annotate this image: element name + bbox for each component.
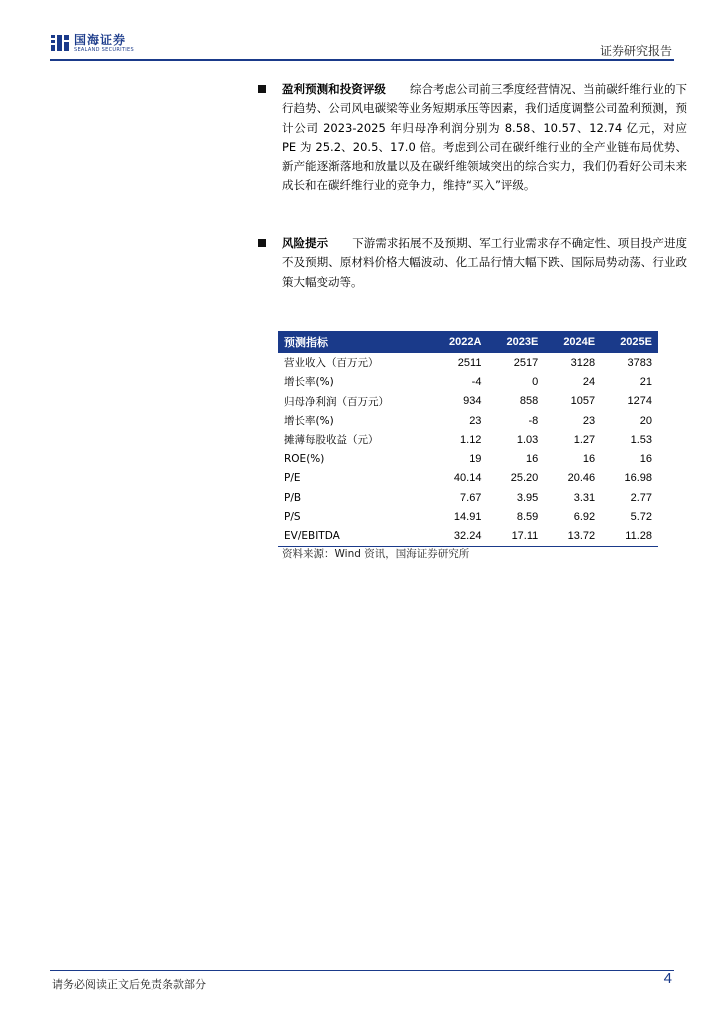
table-row — [278, 527, 658, 547]
table-cell: 3.95 — [516, 491, 539, 504]
table-cell: 1.12 — [460, 433, 482, 446]
table-cell: 17.11 — [487, 527, 544, 547]
table-row — [278, 372, 658, 391]
table-cell: 3783 — [627, 356, 652, 369]
table-cell: 16 — [639, 453, 652, 466]
table-cell: 2511 — [457, 356, 482, 369]
table-row — [278, 353, 658, 372]
table-header-cell: 2023E — [487, 331, 544, 353]
table-cell: 16.98 — [624, 472, 652, 485]
page-number: 4 — [663, 970, 672, 987]
table-cell: 16 — [582, 453, 596, 466]
footer-divider — [50, 970, 674, 971]
table-cell: 13.72 — [544, 527, 601, 547]
table-row — [278, 488, 658, 507]
logo-en-text: SEALAND SECURITIES — [74, 46, 134, 53]
table-cell: 1.03 — [516, 433, 539, 446]
table-cell: 增长率(%) — [284, 415, 334, 428]
logo-cn-text: 国海证券 — [74, 32, 127, 47]
table-cell: 1.53 — [630, 433, 652, 446]
table-cell: 营业收入（百万元） — [284, 357, 379, 370]
table-cell: P/B — [284, 491, 302, 504]
risk-paragraph — [282, 234, 687, 292]
table-cell: 2517 — [513, 356, 539, 369]
investment-rating-paragraph — [282, 80, 687, 196]
table-cell: -4 — [471, 375, 482, 388]
report-type-label: 证券研究报告 — [599, 44, 672, 58]
table-cell: 934 — [463, 395, 482, 408]
bullet-square-icon — [258, 85, 266, 93]
table-cell: 24 — [582, 375, 596, 388]
table-cell: 40.14 — [453, 472, 482, 485]
table-cell: 11.28 — [601, 527, 658, 547]
table-cell: 16 — [526, 453, 539, 466]
bullet-square-icon — [258, 239, 266, 247]
table-cell: 0 — [532, 375, 539, 388]
table-row — [278, 469, 658, 488]
table-header-row — [278, 331, 658, 353]
table-source-note: 资料来源：Wind 资讯，国海证券研究所 — [282, 548, 470, 560]
table-cell: 20.46 — [567, 472, 596, 485]
table-cell: 20 — [639, 414, 652, 427]
table-cell: 858 — [519, 395, 539, 408]
investment-rating-body: 综合考虑公司前三季度经营情况、当前碳纤维行业的下行趋势、公司风电碳梁等业务短期承压等因素，我们适度调整公司盈利预测，预计公司 2023-2025 年归母净利润分别为 8.58、10.57、12.74 亿元，对应 PE 为 25.2、20.5、17.0 倍。考虑到公司在碳纤维行业的全产业链布局优势、新产能逐渐落地和放量以及在碳纤维领域突出的综合实力，我们仍看好公司未来成长和在碳纤维行业的竞争力，维持“买入”评级。 — [282, 82, 688, 193]
table-cell: 23 — [582, 414, 596, 427]
table-cell: 23 — [469, 414, 482, 427]
table-cell: EV/EBITDA — [278, 527, 430, 547]
table-cell: 5.72 — [630, 511, 652, 524]
table-cell: 21 — [639, 375, 652, 388]
table-row — [278, 392, 658, 411]
table-row — [278, 449, 658, 468]
table-row — [278, 411, 658, 430]
table-cell: 归母净利润（百万元） — [284, 395, 389, 408]
table-cell: 增长率(%) — [284, 376, 334, 389]
table-row — [278, 430, 658, 449]
table-cell: P/E — [284, 472, 301, 485]
risk-heading: 风险提示 — [282, 236, 329, 250]
table-cell: 7.67 — [460, 491, 482, 504]
table-header-cell: 2022A — [430, 331, 488, 353]
table-cell: 32.24 — [430, 527, 488, 547]
table-cell: 1.27 — [573, 433, 596, 446]
table-cell: -8 — [528, 414, 539, 427]
table-cell: 1274 — [627, 395, 652, 408]
logo-mark-icon — [50, 33, 70, 53]
table-cell: 2.77 — [630, 491, 652, 504]
page-header — [0, 0, 724, 62]
forecast-table — [278, 331, 658, 547]
table-cell: 3128 — [570, 356, 596, 369]
footer-disclaimer: 请务必阅读正文后免责条款部分 — [52, 978, 206, 991]
table-header-cell: 预测指标 — [278, 331, 430, 353]
table-cell: 14.91 — [453, 511, 482, 524]
investment-rating-heading: 盈利预测和投资评级 — [282, 82, 386, 96]
table-cell: 1057 — [570, 395, 596, 408]
table-header-cell: 2024E — [544, 331, 601, 353]
table-cell: 摊薄每股收益（元） — [284, 434, 379, 447]
table-cell: ROE(%) — [284, 453, 325, 466]
risk-body: 下游需求拓展不及预期、军工行业需求存不确定性、项目投产进度不及预期、原材料价格大幅波动、化工品行情大幅下跌、国际局势动荡、行业政策大幅变动等。 — [282, 236, 688, 289]
table-header-cell: 2025E — [601, 331, 658, 353]
table-cell: 6.92 — [573, 511, 596, 524]
table-cell: 3.31 — [573, 491, 596, 504]
table-cell: 8.59 — [516, 511, 539, 524]
company-logo — [50, 32, 134, 54]
table-cell: 25.20 — [510, 472, 539, 485]
header-divider — [50, 59, 674, 61]
table-cell: P/S — [284, 511, 301, 524]
table-row — [278, 507, 658, 526]
table-cell: 19 — [469, 453, 482, 466]
